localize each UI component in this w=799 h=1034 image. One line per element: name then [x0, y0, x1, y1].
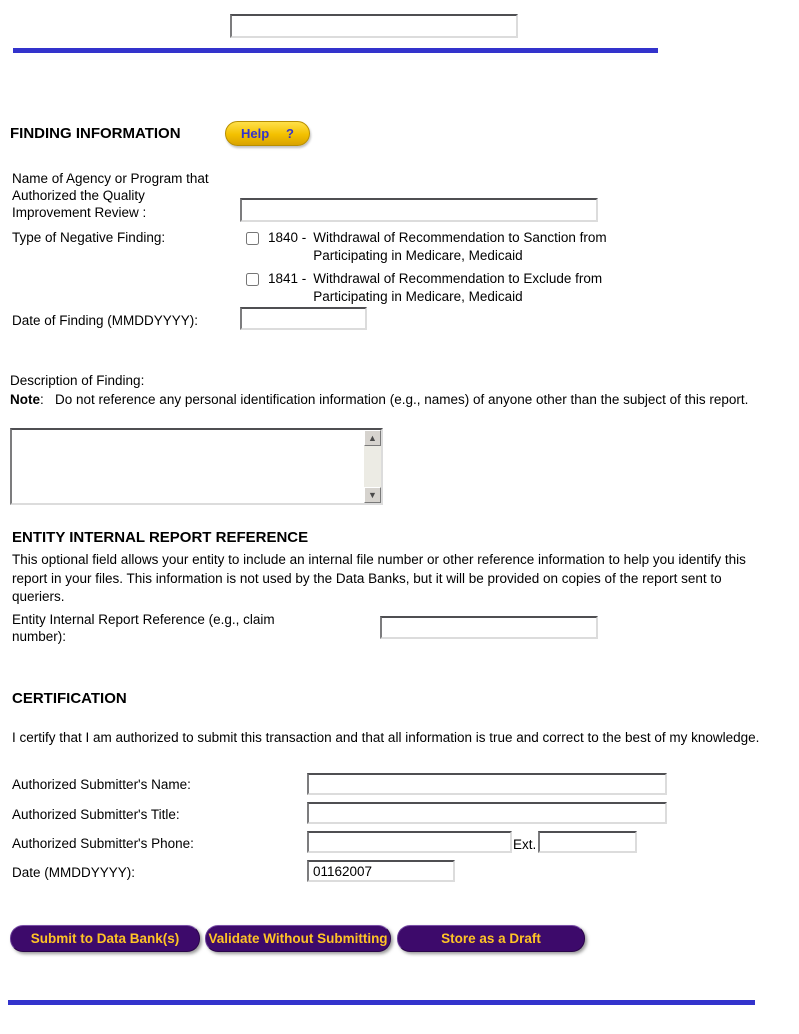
submitter-name-label: Authorized Submitter's Name: [12, 777, 191, 792]
checkbox-1841[interactable] [246, 273, 259, 286]
entity-reference-intro: This optional field allows your entity to include an internal file number or other reference information to help you identify this report in your files. This information is not used by the Data Banks, but it will be provided on copies of the report sent to queriers. [12, 552, 746, 604]
agency-input[interactable] [240, 198, 598, 222]
description-note [10, 391, 792, 410]
certification-statement: I certify that I am authorized to submit this transaction and that all information is true and correct to the best of my knowledge. [12, 730, 760, 745]
date-of-finding-label: Date of Finding (MMDDYYYY): [12, 313, 199, 328]
note-text: : Do not reference any personal identification information (e.g., names) of anyone other than the subject of this report. [40, 391, 749, 407]
agency-label: Name of Agency or Program that Authorized the Quality Improvement Review : [12, 171, 209, 220]
finding-option-text: Withdrawal of Recommendation to Sanction from Participating in Medicare, Medicaid [313, 230, 607, 263]
finding-option-1841[interactable] [246, 270, 686, 306]
finding-information-heading: FINDING INFORMATION [10, 125, 181, 142]
entity-reference-field-label: Entity Internal Report Reference (e.g., claim number): [12, 612, 275, 644]
certification-date-input[interactable] [307, 860, 455, 882]
description-block [10, 372, 792, 409]
scroll-up-icon[interactable]: ▲ [364, 430, 381, 446]
store-as-draft-button[interactable]: Store as a Draft [397, 925, 585, 952]
description-label: Description of Finding: [10, 373, 145, 388]
phone-ext-label: Ext. [513, 837, 537, 852]
question-mark-icon: ? [286, 126, 294, 141]
negative-finding-type-label: Type of Negative Finding: [12, 230, 166, 245]
submitter-name-input[interactable] [307, 773, 667, 795]
finding-option-text: Withdrawal of Recommendation to Exclude from Participating in Medicare, Medicaid [313, 271, 603, 304]
description-field-wrapper [10, 428, 383, 505]
certification-date-label: Date (MMDDYYYY): [12, 865, 136, 880]
submitter-title-label: Authorized Submitter's Title: [12, 807, 180, 822]
help-button[interactable] [225, 121, 310, 146]
note-word: Note [10, 391, 40, 407]
submitter-phone-label: Authorized Submitter's Phone: [12, 836, 194, 851]
phone-ext-input[interactable] [538, 831, 637, 853]
submit-to-data-banks-button[interactable]: Submit to Data Bank(s) [10, 925, 200, 952]
finding-option-1840[interactable] [246, 229, 686, 265]
submitter-phone-input[interactable] [307, 831, 512, 853]
finding-code: 1841 - [268, 271, 307, 286]
checkbox-1840[interactable] [246, 232, 259, 245]
help-button-label: Help [241, 126, 270, 141]
scroll-down-icon[interactable]: ▼ [364, 487, 381, 503]
negative-finding-options [246, 229, 686, 311]
entity-reference-input[interactable] [380, 616, 598, 639]
top-header-field[interactable] [230, 14, 518, 38]
textarea-scrollbar[interactable] [364, 430, 381, 503]
description-textarea[interactable] [10, 428, 383, 505]
date-of-finding-input[interactable] [240, 307, 367, 330]
finding-code: 1840 - [268, 230, 307, 245]
bottom-divider-rule [8, 1000, 755, 1005]
top-divider-rule [13, 48, 658, 53]
validate-without-submitting-button[interactable]: Validate Without Submitting [205, 925, 391, 952]
certification-heading: CERTIFICATION [12, 690, 127, 707]
submitter-title-input[interactable] [307, 802, 667, 824]
entity-reference-heading: ENTITY INTERNAL REPORT REFERENCE [12, 529, 309, 546]
